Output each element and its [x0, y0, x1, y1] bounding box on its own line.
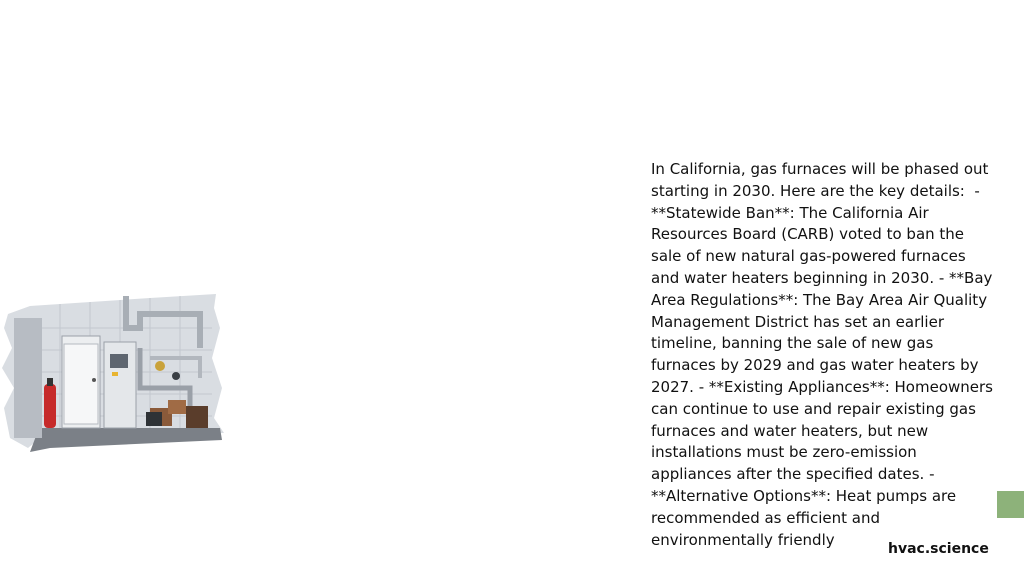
brand-square-icon: [997, 491, 1024, 518]
site-watermark: hvac.science: [888, 541, 989, 557]
utility-room-furnace-icon: [0, 288, 232, 460]
article-text: In California, gas furnaces will be phased out starting in 2030. Here are the key details: - **Statewide Ban**: The California Air Resources Board (CARB) voted to ban the sale of new natural gas-powered furnaces and water heaters beginning in 2030. - **Bay Area Regulations**: The Bay Area Air Quality Management District has set an earlier timeline, banning the sale of new gas furnaces by 2029 and gas water heaters by 2027. - **Existing Appliances**: Homeowners can continue to use and repair existing gas furnaces and water heaters, but new installations must be zero-emission appliances after the specified dates. - **Alternative Options**: Heat pumps are recommended as efficient and environmentally friendly: [651, 160, 998, 549]
